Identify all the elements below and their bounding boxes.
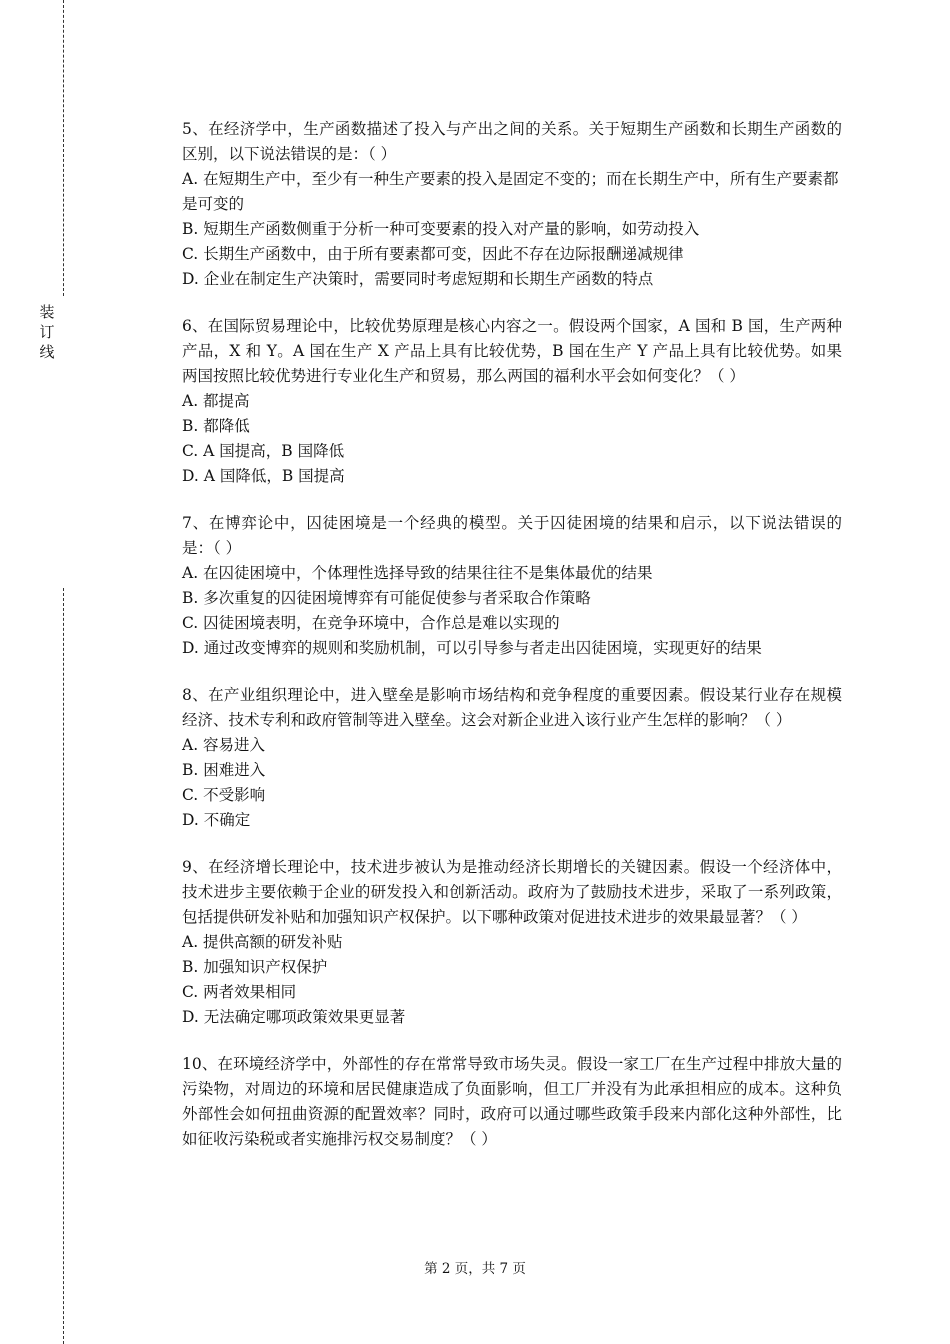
- option-d: D. A 国降低，B 国提高: [182, 467, 345, 485]
- option-a: A. 在短期生产中，至少有一种生产要素的投入是固定不变的；而在长期生产中，所有生产要素都是可变的: [182, 170, 839, 213]
- option-d: D. 通过改变博弈的规则和奖励机制，可以引导参与者走出囚徒困境，实现更好的结果: [182, 639, 762, 657]
- question-stem: 5、在经济学中，生产函数描述了投入与产出之间的关系。关于短期生产函数和长期生产函数的区别，以下说法错误的是：（ ）: [182, 120, 842, 163]
- binding-line-top: [63, 0, 64, 296]
- question-9: [182, 855, 842, 1030]
- question-10: [182, 1052, 842, 1152]
- option-a: A. 容易进入: [182, 736, 266, 754]
- question-stem: 8、在产业组织理论中，进入壁垒是影响市场结构和竞争程度的重要因素。假设某行业存在规模经济、技术专利和政府管制等进入壁垒。这会对新企业进入该行业产生怎样的影响？（ ）: [182, 686, 842, 729]
- option-d: D. 无法确定哪项政策效果更显著: [182, 1008, 406, 1026]
- option-c: C. 囚徒困境表明，在竞争环境中，合作总是难以实现的: [182, 614, 560, 632]
- binding-label-char: 线: [39, 343, 55, 361]
- option-c: C. A 国提高，B 国降低: [182, 442, 345, 460]
- option-a: A. 都提高: [182, 392, 250, 410]
- question-stem: 6、在国际贸易理论中，比较优势原理是核心内容之一。假设两个国家，A 国和 B 国，生产两种产品，X 和 Y。A 国在生产 X 产品上具有比较优势，B 国在生产 Y 产品上具有比较优势。如果两国按照比较优势进行专业化生产和贸易，那么两国的福利水平会如何变化？（ ）: [182, 317, 842, 385]
- question-stem: 10、在环境经济学中，外部性的存在常常导致市场失灵。假设一家工厂在生产过程中排放大量的污染物，对周边的环境和居民健康造成了负面影响，但工厂并没有为此承担相应的成本。这种负外部性会如何扭曲资源的配置效率？同时，政府可以通过哪些政策手段来内部化这种外部性，比如征收污染税或者实施排污权交易制度？（ ）: [182, 1055, 842, 1148]
- option-b: B. 都降低: [182, 417, 250, 435]
- question-6: [182, 314, 842, 489]
- option-b: B. 多次重复的囚徒困境博弈有可能促使参与者采取合作策略: [182, 589, 591, 607]
- page-number: 第 2 页，共 7 页: [424, 1261, 526, 1277]
- option-b: B. 困难进入: [182, 761, 266, 779]
- option-b: B. 短期生产函数侧重于分析一种可变要素的投入对产量的影响，如劳动投入: [182, 220, 700, 238]
- option-d: D. 企业在制定生产决策时，需要同时考虑短期和长期生产函数的特点: [182, 270, 654, 288]
- binding-label-char: 装: [39, 303, 55, 321]
- option-c: C. 长期生产函数中，由于所有要素都可变，因此不存在边际报酬递减规律: [182, 245, 684, 263]
- binding-label: [37, 302, 57, 362]
- option-a: A. 提供高额的研发补贴: [182, 933, 343, 951]
- option-c: C. 两者效果相同: [182, 983, 297, 1001]
- question-5: [182, 117, 842, 292]
- question-8: [182, 683, 842, 833]
- binding-line-bottom: [63, 588, 64, 1344]
- binding-label-char: 订: [39, 323, 55, 341]
- option-c: C. 不受影响: [182, 786, 266, 804]
- option-d: D. 不确定: [182, 811, 251, 829]
- question-stem: 7、在博弈论中，囚徒困境是一个经典的模型。关于囚徒困境的结果和启示，以下说法错误的是：（ ）: [182, 514, 842, 557]
- question-7: [182, 511, 842, 661]
- question-list: [182, 117, 842, 1174]
- question-stem: 9、在经济增长理论中，技术进步被认为是推动经济长期增长的关键因素。假设一个经济体中，技术进步主要依赖于企业的研发投入和创新活动。政府为了鼓励技术进步，采取了一系列政策，包括提供研发补贴和加强知识产权保护。以下哪种政策对促进技术进步的效果最显著？（ ）: [182, 858, 842, 926]
- option-b: B. 加强知识产权保护: [182, 958, 328, 976]
- option-a: A. 在囚徒困境中，个体理性选择导致的结果往往不是集体最优的结果: [182, 564, 653, 582]
